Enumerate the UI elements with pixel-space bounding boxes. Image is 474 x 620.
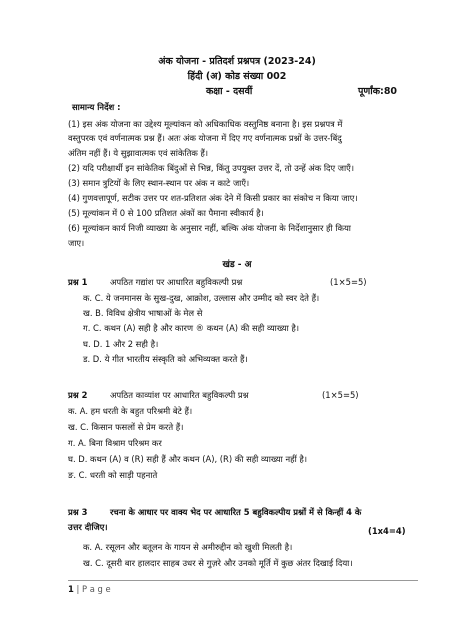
question-text: रचना के आधार पर वाक्य भेद पर आधारित 5 बहुविकल्पीय प्रश्नों में से किन्हीं 4 के (110, 507, 362, 517)
question-marks: (1×5=5) (330, 277, 367, 287)
question-text-continued: उत्तर दीजिए। (68, 522, 108, 532)
answer-option: ख. C. दूसरी बार हालदार साहब उधर से गुज़रे और उनको मूर्ति में कुछ अंतर दिखाई दिया। (83, 558, 353, 568)
question-text: अपठित गद्यांश पर आधारित बहुविकल्पी प्रश्न (110, 277, 243, 287)
instruction-line: (4) गुणवत्तापूर्ण, सटीक उत्तर पर शत-प्रतिशत अंक देने में किसी प्रकार का संकोच न किया जाए। (68, 193, 358, 203)
answer-option: घ. D. 1 और 2 सही है। (83, 339, 159, 349)
question-marks: (1x4=4) (368, 526, 406, 536)
instruction-line: (6) मूल्यांकन कार्य निजी व्याख्या के अनुसार नहीं, बल्कि अंक योजना के निर्देशानुसार ही किया (68, 223, 351, 233)
answer-option: क. A. रसूलन और बतूलन के गायन से अमीरुद्दीन को खुशी मिलती है। (83, 542, 293, 552)
answer-option: क. C. ये जनमानस के सुख-दुख, आक्रोश, उल्लास और उम्मीद को स्वर देते हैं। (83, 293, 320, 303)
question-label: प्रश्न 3 (68, 507, 88, 517)
class-label: कक्षा - दसवीं (206, 86, 253, 97)
page-footer (68, 584, 111, 595)
page-label: | P a g e (76, 584, 111, 594)
instruction-line: अंतिम नहीं हैं। ये सुझावात्मक एवं सांकेतिक हैं। (68, 148, 209, 158)
instructions-heading: सामान्य निर्देश : (72, 102, 121, 112)
question-label: प्रश्न 1 (68, 277, 88, 287)
question-text: अपठित काव्यांश पर आधारित बहुविकल्पी प्रश्न (110, 390, 249, 400)
answer-option: ग. A. बिना विश्राम परिश्रम कर (68, 438, 162, 448)
answer-option: ख. C. किसान फसलों से प्रेम करते हैं। (68, 422, 184, 432)
section-heading: खंड - अ (222, 260, 252, 270)
answer-option: ग. C. कथन (A) सही है और कारण ® कथन (A) की सही व्याख्या है। (83, 323, 300, 333)
instruction-line: (2) यदि परीक्षार्थी इन सांकेतिक बिंदुओं से भिन्न, किंतु उपयुक्त उत्तर दें, तो उन्हें अंक दिए जाएँ। (68, 163, 354, 173)
instruction-line: (1) इस अंक योजना का उद्देश्य मूल्यांकन को अधिकाधिक वस्तुनिष्ठ बनाना है। इस प्रश्नपत्र में (68, 119, 343, 129)
answer-option: ङ. C. धरती को साड़ी पहनाते (68, 470, 158, 480)
question-marks: (1×5=5) (322, 390, 359, 400)
answer-option: ड. D. ये गीत भारतीय संस्कृति को अभिव्यक्त करते हैं। (83, 354, 248, 364)
answer-option: घ. D. कथन (A) व (R) सही हैं और कथन (A), (R) की सही व्याख्या नहीं है। (68, 454, 308, 464)
instruction-line: (5) मूल्यांकन में 0 से 100 प्रतिशत अंकों का पैमाना स्वीकार्य है। (68, 208, 264, 218)
instruction-line: जाए। (68, 238, 85, 248)
instruction-line: (3) समान त्रुटियों के लिए स्थान-स्थान पर अंक न काटे जाएँ। (68, 178, 250, 188)
document-title: अंक योजना - प्रतिदर्श प्रश्नपत्र (2023-24) (158, 56, 316, 67)
max-marks: पूर्णांक:80 (358, 86, 398, 97)
question-label: प्रश्न 2 (68, 390, 88, 400)
answer-option: ख. B. विविध क्षेत्रीय भाषाओं के मेल से (83, 308, 203, 318)
answer-option: क. A. हम धरती के बहुत परिश्रमी बेटे हैं। (68, 406, 193, 416)
instruction-line: वस्तुपरक एवं वर्णनात्मक प्रश्न हैं। अतः अंक योजना में दिए गए वर्णनात्मक प्रश्नों के उत्तर-बिंदु (68, 133, 342, 143)
page-number: 1 (68, 584, 74, 594)
subject-code: हिंदी (अ) कोड संख्या 002 (187, 71, 287, 82)
footer-divider (68, 580, 418, 581)
